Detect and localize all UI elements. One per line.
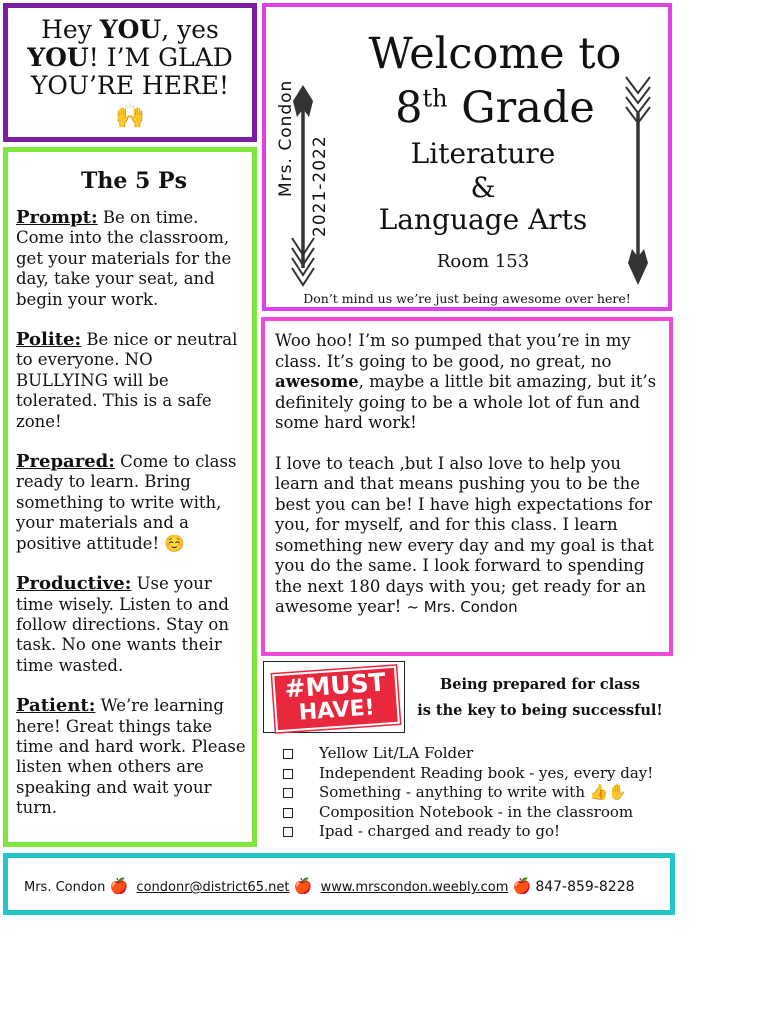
ps-item-polite: Polite: Be nice or neutral to everyone. NO BULLYING will be tolerated. This is a safe zone! [16, 329, 238, 431]
message-paragraph-2: I love to teach ,but I also love to help you learn and that means pushing you to be the best you can be! I have high expectations for you, for myself, and for this class. I learn something new every day and my goal is that you do the same. I look forward to spending the next 180 days with you; get ready for an awesome year! ~ Mrs. Condon [275, 453, 654, 616]
tagline: Don’t mind us we’re just being awesome over here! [303, 291, 631, 306]
room-number: Room 153 [436, 251, 530, 272]
ps-item-prepared: Prepared: Come to class ready to learn. Bring something to write with, your materials and a positive attitude! ☺️ [16, 451, 237, 553]
contact-footer [3, 853, 675, 915]
apple-icon: 🍎 [109, 877, 129, 895]
footer-teacher-name: Mrs. Condon [24, 880, 106, 895]
apple-icon: 🍎 [293, 877, 313, 895]
checkbox-icon [283, 788, 293, 798]
must-have-badge-frame [263, 661, 405, 733]
greeting-line-1: Hey YOU, yes [41, 15, 219, 44]
message-paragraph-1: Woo hoo! I’m so pumped that you’re in my class. It’s going to be good, no great, no awesome, maybe a little bit amazing, but it’s definitely going to be a whole lot of fun and some hard work! [275, 331, 657, 432]
contact-line [24, 877, 635, 895]
greeting-line-3: YOU’RE HERE! [30, 71, 230, 100]
list-item: Independent Reading book - yes, every day! [283, 764, 653, 784]
checkbox-icon [283, 808, 293, 818]
checkbox-icon [283, 827, 293, 837]
subject-literature: Literature [410, 137, 556, 170]
ps-item-patient: Patient: We’re learning here! Great things take time and hard work. Please listen when others are speaking and wait your turn. [16, 695, 246, 818]
subject-ampersand: & [470, 171, 496, 204]
list-item: Yellow Lit/LA Folder [283, 744, 653, 764]
five-ps-box [3, 147, 257, 847]
must-have-caption: Being prepared for class is the key to being successful! [417, 676, 663, 719]
ps-item-prompt: Prompt: Be on time. Come into the classroom, get your materials for the day, take your seat, and begin your work. [16, 207, 232, 309]
list-item: Composition Notebook - in the classroom [283, 803, 653, 823]
checkbox-icon [283, 769, 293, 779]
signature: ~ Mrs. Condon [406, 598, 518, 616]
checkbox-icon [283, 749, 293, 759]
title-box [262, 3, 672, 311]
greeting-line-2: YOU! I’M GLAD [27, 43, 233, 72]
five-ps-title: The 5 Ps [81, 168, 187, 194]
supplies-list [283, 744, 653, 842]
list-item: Something - anything to write with 👍✋ [283, 783, 653, 803]
teacher-name-vertical: Mrs. Condon [276, 79, 296, 197]
grade-heading: 8th Grade [395, 83, 595, 133]
welcome-heading: Welcome to [368, 29, 622, 79]
phone-number: 847-859-8228 [535, 879, 635, 895]
apple-icon: 🍎 [512, 877, 532, 895]
subject-language-arts: Language Arts [378, 203, 588, 236]
welcome-message-box [261, 317, 673, 656]
list-item: Ipad - charged and ready to go! [283, 822, 653, 842]
ps-item-productive: Productive: Use your time wisely. Listen to and follow directions. Stay on task. No one wants their time wasted. [16, 573, 229, 675]
raised-hands-emoji: 🙌 [115, 102, 145, 130]
website-link[interactable]: www.mrscondon.weebly.com [320, 880, 509, 895]
email-link[interactable]: condonr@district65.net [136, 880, 290, 895]
must-have-badge: #MUST HAVE! [272, 666, 400, 733]
school-year-vertical: 2021-2022 [310, 135, 330, 237]
greeting-box [3, 3, 257, 142]
